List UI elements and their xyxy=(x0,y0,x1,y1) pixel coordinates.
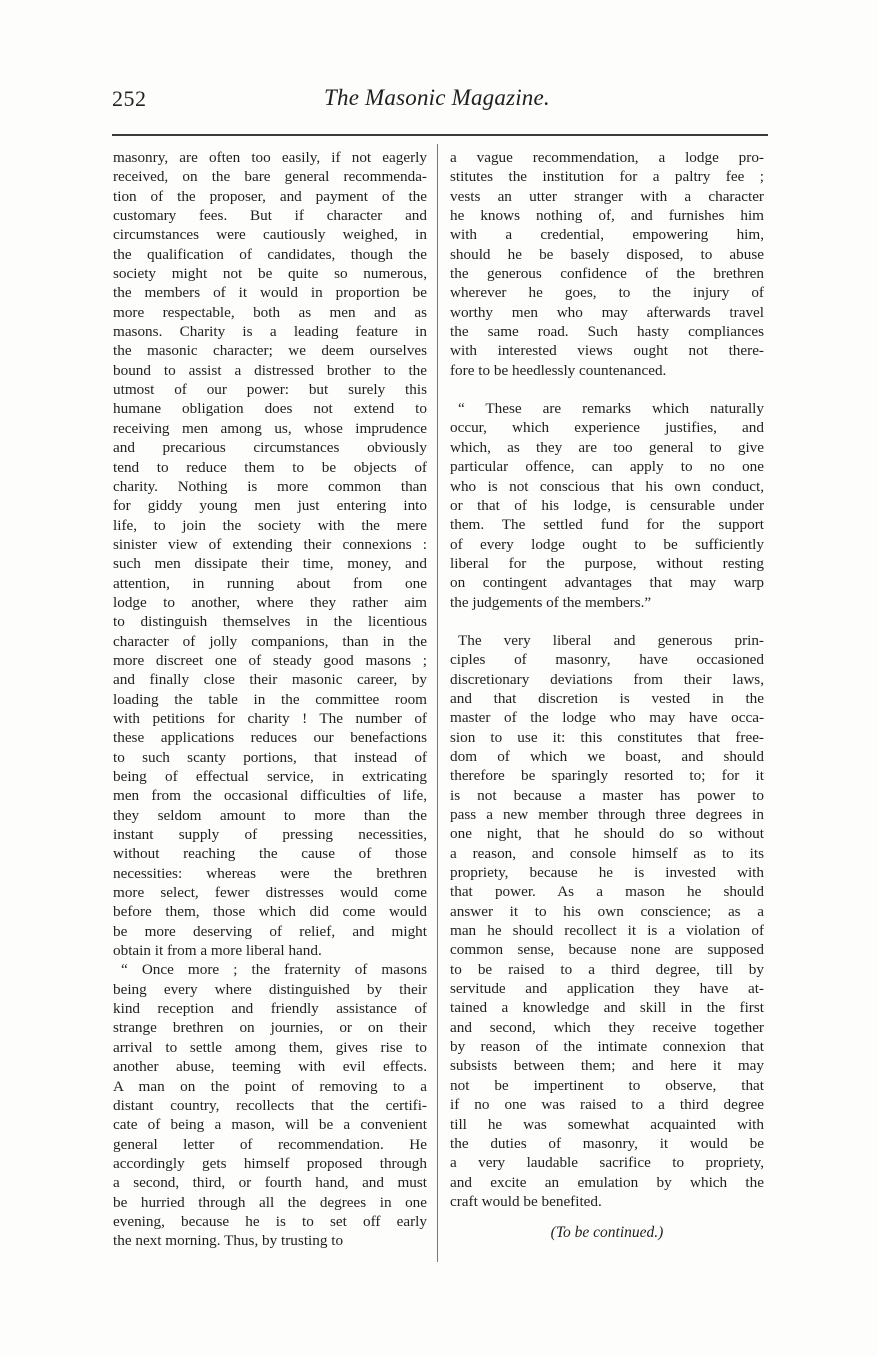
text-line: more discreet one of steady good masons ; xyxy=(113,651,427,669)
text-line: subsists between them; and here it may xyxy=(450,1057,764,1075)
text-line: sion to use it: this constitutes that free- xyxy=(450,728,764,746)
text-line: with a credential, empowering him, xyxy=(450,226,764,244)
column-divider xyxy=(437,144,438,1262)
page-header xyxy=(112,86,768,126)
text-line: bound to assist a distressed brother to the xyxy=(113,361,427,379)
text-line: masonry, are often too easily, if not eagerly xyxy=(113,149,427,166)
running-title: The Masonic Magazine. xyxy=(324,85,550,110)
text-line: occur, which experience justifies, and xyxy=(450,419,764,437)
text-line: liberal for the purpose, without resting xyxy=(450,554,764,572)
text-line: arrival to settle among them, gives rise to xyxy=(113,1038,427,1056)
header-rule xyxy=(112,134,768,136)
text-line: or that of his lodge, is censurable under xyxy=(450,496,764,514)
text-line: vests an utter stranger with a character xyxy=(450,187,764,205)
text-line: obtain it from a more liberal hand. xyxy=(113,942,322,960)
text-line: society might not be quite so numerous, xyxy=(113,265,427,283)
text-line: servitude and application they have at- xyxy=(450,980,764,998)
text-line: strange brethren on journies, or on their xyxy=(113,1019,427,1037)
text-line: a vague recommendation, a lodge pro- xyxy=(450,149,764,166)
text-line: these applications reduces our benefactions xyxy=(113,729,427,747)
text-line: fore to be heedlessly countenanced. xyxy=(450,361,667,379)
text-line: “ Once more ; the fraternity of masons xyxy=(121,961,427,979)
text-line: by reason of the intimate connexion that xyxy=(450,1038,764,1056)
text-line: which, as they are too general to give xyxy=(450,438,764,456)
text-line: utmost of our power: but surely this xyxy=(113,381,427,399)
right-column xyxy=(450,148,764,1243)
text-line: lodge to another, where they rather aim xyxy=(113,593,427,611)
text-line: and excite an emulation by which the xyxy=(450,1173,764,1191)
text-line: them. The settled fund for the support xyxy=(450,516,764,534)
text-line: man he should recollect it is a violation of xyxy=(450,922,764,940)
text-line: and that discretion is vested in the xyxy=(450,689,764,707)
text-line: not be impertinent to observe, that xyxy=(450,1076,764,1094)
text-line: The very liberal and generous prin- xyxy=(458,631,764,649)
text-line: they seldom amount to more than the xyxy=(113,806,427,824)
text-line: tained a knowledge and skill in the first xyxy=(450,999,764,1017)
text-line: common sense, because none are supposed xyxy=(450,941,764,959)
text-line: one night, that he should do so without xyxy=(450,825,764,843)
text-line: pass a new member through three degrees in xyxy=(450,806,764,823)
text-line: to such scanty portions, that instead of xyxy=(113,748,427,766)
text-line: and finally close their masonic career, by xyxy=(113,671,427,689)
text-line: tend to reduce them to be objects of xyxy=(113,458,427,476)
text-line: humane obligation does not extend to xyxy=(113,400,427,418)
text-line: is not because a master has power to xyxy=(450,786,764,804)
text-line: without reaching the cause of those xyxy=(113,845,427,863)
text-line: for giddy young men just entering into xyxy=(113,497,427,515)
text-line: and precarious circumstances obviously xyxy=(113,439,427,457)
text-line: cate of being a mason, will be a convenient xyxy=(113,1116,427,1134)
text-line: he knows nothing of, and furnishes him xyxy=(450,207,764,225)
text-line: ciples of masonry, have occasioned xyxy=(450,651,764,669)
text-line: the qualification of candidates, though the xyxy=(113,245,427,263)
text-line: charity. Nothing is more common than xyxy=(113,477,427,495)
text-line: the next morning. Thus, by trusting to xyxy=(113,1232,344,1250)
text-line: be more deserving of relief, and might xyxy=(113,922,427,940)
text-line: before them, those which did come would xyxy=(113,903,427,921)
text-line: “ These are remarks which naturally xyxy=(458,400,764,418)
text-line: the duties of masonry, it would be xyxy=(450,1134,764,1152)
text-line: if no one was raised to a third degree xyxy=(450,1096,764,1114)
text-line: more respectable, both as men and as xyxy=(113,303,427,321)
text-line: accordingly gets himself proposed through xyxy=(113,1154,427,1172)
text-line: receiving men among us, whose imprudence xyxy=(113,419,427,437)
text-line: evening, because he is to set off early xyxy=(113,1212,427,1230)
text-line: character of jolly companions, than in the xyxy=(113,632,427,650)
text-line: necessities: whereas were the brethren xyxy=(113,864,427,882)
text-line: stitutes the institution for a paltry fee ; xyxy=(450,168,764,186)
text-line: till he was somewhat acquainted with xyxy=(450,1115,764,1133)
text-line: be hurried through all the degrees in one xyxy=(113,1193,427,1211)
text-line: and second, which they receive together xyxy=(450,1018,764,1036)
text-line: master of the lodge who may have occa- xyxy=(450,709,764,727)
text-line: that power. As a mason he should xyxy=(450,883,764,901)
text-line: with interested views ought not there- xyxy=(450,342,764,360)
text-line: the masonic character; we deem ourselves xyxy=(113,342,427,360)
text-line: kind reception and friendly assistance of xyxy=(113,1000,427,1018)
text-line: such men dissipate their time, money, and xyxy=(113,555,427,573)
text-line: a reason, and console himself as to its xyxy=(450,844,764,862)
text-line: sinister view of extending their connexions : xyxy=(113,535,427,553)
text-line: the judgements of the members.” xyxy=(450,593,652,611)
text-line: the generous confidence of the brethren xyxy=(450,265,764,283)
text-line: a second, third, or fourth hand, and must xyxy=(113,1174,427,1192)
text-line: men from the occasional difficulties of life, xyxy=(113,787,427,805)
text-line: therefore be sparingly resorted to; for it xyxy=(450,767,764,785)
text-line: answer it to his own conscience; as a xyxy=(450,902,764,920)
text-line: being of effectual service, in extricating xyxy=(113,768,427,785)
text-line: discretionary deviations from their laws, xyxy=(450,670,764,688)
text-line: with petitions for charity ! The number of xyxy=(113,709,427,727)
text-line: the members of it would in proportion be xyxy=(113,284,427,302)
text-line: loading the table in the committee room xyxy=(113,690,427,708)
left-column xyxy=(113,148,427,1251)
paragraph-gap xyxy=(450,380,764,399)
text-line: to distinguish themselves in the licentious xyxy=(113,613,427,631)
text-line: another abuse, teeming with evil effects. xyxy=(113,1058,427,1076)
text-line: tion of the proposer, and payment of the xyxy=(113,187,427,205)
text-line: dom of which we boast, and should xyxy=(450,747,764,765)
text-line: worthy men who may afterwards travel xyxy=(450,303,764,321)
text-line: propriety, because he is invested with xyxy=(450,864,764,882)
text-line: customary fees. But if character and xyxy=(113,207,427,225)
continued-note: (To be continued.) xyxy=(550,1224,664,1242)
text-line: should he be basely disposed, to abuse xyxy=(450,245,764,263)
text-line: general letter of recommendation. He xyxy=(113,1135,427,1153)
text-line: received, on the bare general recommenda- xyxy=(113,168,427,186)
text-line: instant supply of pressing necessities, xyxy=(113,826,427,844)
text-line: a very laudable sacrifice to propriety, xyxy=(450,1154,764,1172)
text-line: life, to join the society with the mere xyxy=(113,516,427,534)
text-line: on contingent advantages that may warp xyxy=(450,574,764,592)
text-line: more select, fewer distresses would come xyxy=(113,884,427,902)
paragraph-gap xyxy=(450,612,764,631)
page-number: 252 xyxy=(112,86,147,111)
text-line: being every where distinguished by their xyxy=(113,980,427,998)
text-line: distant country, recollects that the certifi- xyxy=(113,1096,427,1114)
text-line: particular offence, can apply to no one xyxy=(450,458,764,476)
text-line: attention, in running about from one xyxy=(113,574,427,592)
text-line: circumstances were cautiously weighed, in xyxy=(113,226,427,244)
text-line: who is not conscious that his own conduct, xyxy=(450,477,764,495)
text-line: the same road. Such hasty compliances xyxy=(450,323,764,341)
text-line: masons. Charity is a leading feature in xyxy=(113,323,427,341)
text-line: of every lodge ought to be sufficiently xyxy=(450,535,764,553)
text-line: to be raised to a third degree, till by xyxy=(450,960,764,978)
text-line: wherever he goes, to the injury of xyxy=(450,284,764,302)
text-line: craft would be benefited. xyxy=(450,1192,602,1210)
text-line: A man on the point of removing to a xyxy=(113,1077,427,1095)
